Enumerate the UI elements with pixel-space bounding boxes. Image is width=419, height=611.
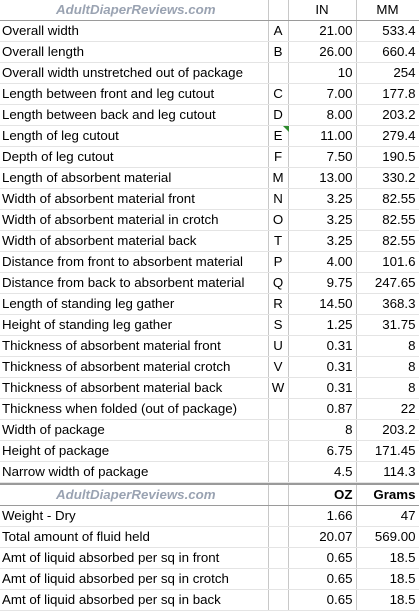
row-label: Distance from back to absorbent material (0, 273, 268, 294)
table-row (0, 84, 419, 105)
row-grams-value: 18.5 (356, 569, 419, 590)
table-row (0, 357, 419, 378)
row-letter: B (268, 42, 288, 63)
row-mm-value: 22 (356, 399, 419, 420)
row-label: Length between back and leg cutout (0, 105, 268, 126)
row-mm-value: 82.55 (356, 189, 419, 210)
row-label: Width of package (0, 420, 268, 441)
row-mm-value: 177.8 (356, 84, 419, 105)
row-mm-value: 247.65 (356, 273, 419, 294)
row-oz-value: 1.66 (288, 506, 356, 527)
row-mm-value: 8 (356, 378, 419, 399)
table-row (0, 273, 419, 294)
table-row (0, 63, 419, 84)
site-watermark: AdultDiaperReviews.com (0, 0, 268, 21)
header-in: IN (288, 0, 356, 21)
row-letter (268, 548, 288, 569)
row-label: Height of package (0, 441, 268, 462)
row-in-value: 13.00 (288, 168, 356, 189)
row-grams-value: 18.5 (356, 590, 419, 611)
table-row (0, 506, 419, 527)
row-grams-value: 18.5 (356, 548, 419, 569)
table-row (0, 147, 419, 168)
table-row (0, 231, 419, 252)
table-row (0, 420, 419, 441)
row-in-value: 4.00 (288, 252, 356, 273)
row-in-value: 8.00 (288, 105, 356, 126)
row-mm-value: 203.2 (356, 420, 419, 441)
row-letter: T (268, 231, 288, 252)
row-oz-value: 0.65 (288, 590, 356, 611)
table-row (0, 590, 419, 611)
row-letter: D (268, 105, 288, 126)
table-row (0, 378, 419, 399)
row-label: Width of absorbent material front (0, 189, 268, 210)
table-row (0, 42, 419, 63)
row-in-value: 0.31 (288, 357, 356, 378)
table-row (0, 462, 419, 483)
row-label: Narrow width of package (0, 462, 268, 483)
row-letter (268, 527, 288, 548)
row-letter: W (268, 378, 288, 399)
row-in-value: 8 (288, 420, 356, 441)
row-mm-value: 203.2 (356, 105, 419, 126)
row-label: Thickness of absorbent material front (0, 336, 268, 357)
row-oz-value: 0.65 (288, 548, 356, 569)
row-label: Overall width unstretched out of package (0, 63, 268, 84)
row-letter (268, 441, 288, 462)
row-letter: Q (268, 273, 288, 294)
row-label: Length of leg cutout (0, 126, 268, 147)
row-letter: U (268, 336, 288, 357)
row-mm-value: 8 (356, 336, 419, 357)
row-in-value: 0.31 (288, 336, 356, 357)
header2-row (0, 484, 419, 506)
table-row (0, 441, 419, 462)
row-label: Length between front and leg cutout (0, 84, 268, 105)
row-letter: A (268, 21, 288, 42)
weights-table (0, 483, 419, 611)
table-row (0, 548, 419, 569)
row-mm-value: 330.2 (356, 168, 419, 189)
table-row (0, 336, 419, 357)
header-row (0, 0, 419, 21)
row-letter: V (268, 357, 288, 378)
row-in-value: 7.50 (288, 147, 356, 168)
row-letter: E (268, 126, 288, 147)
row-in-value: 0.87 (288, 399, 356, 420)
row-in-value: 3.25 (288, 210, 356, 231)
row-letter (268, 462, 288, 483)
row-in-value: 1.25 (288, 315, 356, 336)
row-oz-value: 20.07 (288, 527, 356, 548)
row-mm-value: 82.55 (356, 231, 419, 252)
row-label: Distance from front to absorbent material (0, 252, 268, 273)
row-in-value: 21.00 (288, 21, 356, 42)
table-row (0, 399, 419, 420)
row-in-value: 3.25 (288, 189, 356, 210)
row-mm-value: 660.4 (356, 42, 419, 63)
row-mm-value: 31.75 (356, 315, 419, 336)
table-row (0, 189, 419, 210)
row-label: Length of absorbent material (0, 168, 268, 189)
row-letter (268, 420, 288, 441)
row-mm-value: 533.4 (356, 21, 419, 42)
row-label: Length of standing leg gather (0, 294, 268, 315)
row-mm-value: 190.5 (356, 147, 419, 168)
row-label: Height of standing leg gather (0, 315, 268, 336)
row-label: Width of absorbent material in crotch (0, 210, 268, 231)
row-mm-value: 8 (356, 357, 419, 378)
table-row (0, 569, 419, 590)
row-label: Overall width (0, 21, 268, 42)
row-mm-value: 171.45 (356, 441, 419, 462)
row-letter (268, 63, 288, 84)
row-label: Amt of liquid absorbed per sq in back (0, 590, 268, 611)
header-oz: OZ (288, 484, 356, 506)
table-row (0, 527, 419, 548)
row-letter: P (268, 252, 288, 273)
table-row (0, 210, 419, 231)
row-label: Amt of liquid absorbed per sq in front (0, 548, 268, 569)
row-mm-value: 368.3 (356, 294, 419, 315)
row-in-value: 26.00 (288, 42, 356, 63)
row-letter: C (268, 84, 288, 105)
row-in-value: 14.50 (288, 294, 356, 315)
row-letter (268, 590, 288, 611)
row-oz-value: 0.65 (288, 569, 356, 590)
table-row (0, 294, 419, 315)
row-letter: S (268, 315, 288, 336)
row-label: Weight - Dry (0, 506, 268, 527)
row-in-value: 7.00 (288, 84, 356, 105)
table-row (0, 168, 419, 189)
row-letter (268, 399, 288, 420)
row-label: Thickness of absorbent material crotch (0, 357, 268, 378)
table-row (0, 126, 419, 147)
table-row (0, 105, 419, 126)
row-mm-value: 82.55 (356, 210, 419, 231)
row-in-value: 3.25 (288, 231, 356, 252)
header2-letter-cell (268, 484, 288, 506)
row-grams-value: 47 (356, 506, 419, 527)
row-letter: M (268, 168, 288, 189)
header-letter-cell (268, 0, 288, 21)
row-letter: N (268, 189, 288, 210)
row-grams-value: 569.00 (356, 527, 419, 548)
row-in-value: 9.75 (288, 273, 356, 294)
row-letter (268, 506, 288, 527)
comment-marker-icon (283, 126, 289, 132)
row-label: Total amount of fluid held (0, 527, 268, 548)
row-in-value: 11.00 (288, 126, 356, 147)
row-label: Overall length (0, 42, 268, 63)
table-row (0, 21, 419, 42)
table-row (0, 252, 419, 273)
row-label: Depth of leg cutout (0, 147, 268, 168)
site-watermark-2: AdultDiaperReviews.com (0, 484, 268, 506)
table-row (0, 315, 419, 336)
row-label: Width of absorbent material back (0, 231, 268, 252)
row-mm-value: 279.4 (356, 126, 419, 147)
row-letter: F (268, 147, 288, 168)
row-mm-value: 114.3 (356, 462, 419, 483)
row-in-value: 0.31 (288, 378, 356, 399)
header-mm: MM (356, 0, 419, 21)
row-letter: R (268, 294, 288, 315)
row-letter: O (268, 210, 288, 231)
row-mm-value: 101.6 (356, 252, 419, 273)
row-letter (268, 569, 288, 590)
row-in-value: 6.75 (288, 441, 356, 462)
row-label: Thickness of absorbent material back (0, 378, 268, 399)
row-mm-value: 254 (356, 63, 419, 84)
row-label: Thickness when folded (out of package) (0, 399, 268, 420)
row-in-value: 4.5 (288, 462, 356, 483)
row-label: Amt of liquid absorbed per sq in crotch (0, 569, 268, 590)
header-grams: Grams (356, 484, 419, 506)
row-in-value: 10 (288, 63, 356, 84)
